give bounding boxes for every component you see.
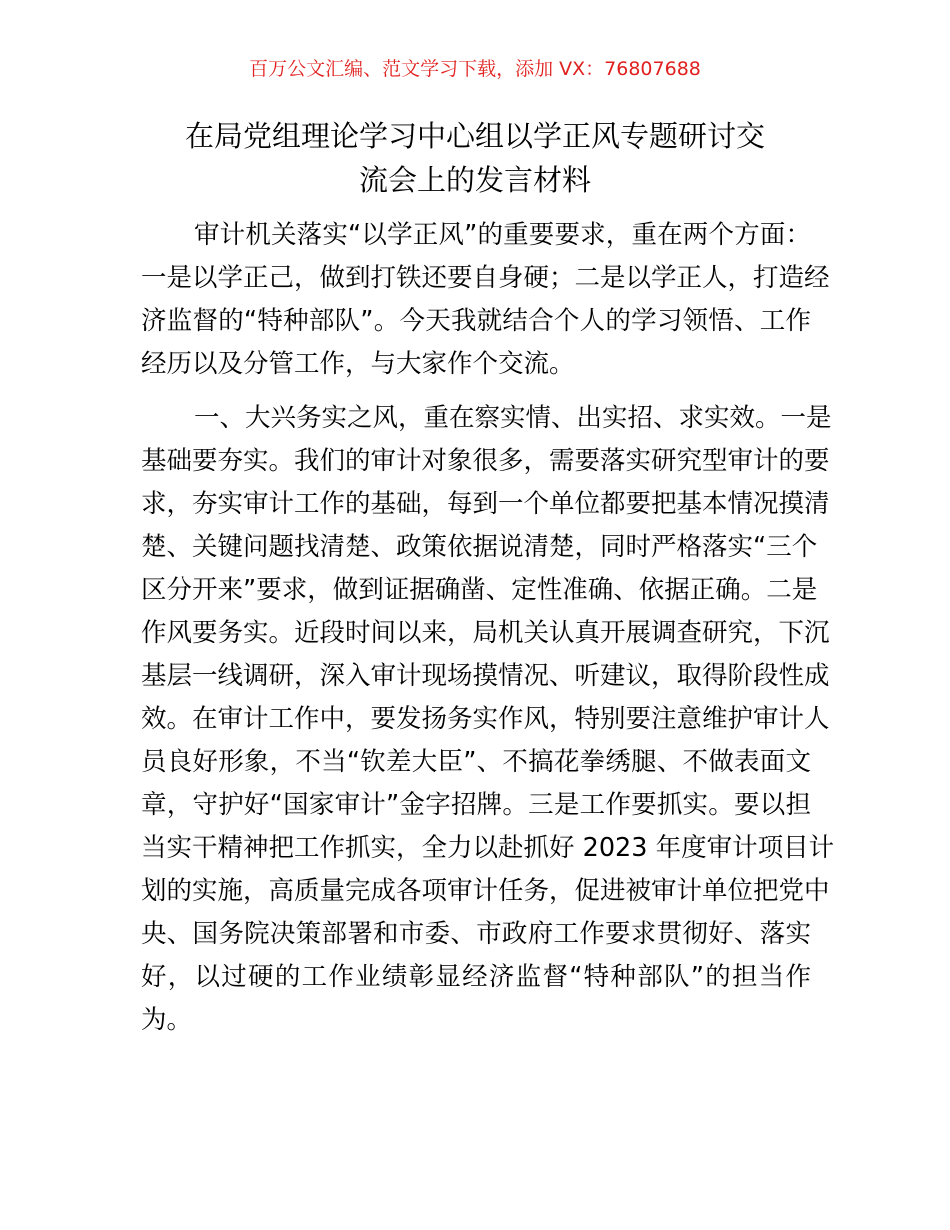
text-line: 一是以学正己，做到打铁还要自身硬；二是以学正人，打造经 [141,263,830,293]
text-line: 审计机关落实“以学正风”的重要要求，重在两个方面： [194,220,811,250]
text-line: 当实干精神把工作抓实，全力以赴抓好 2023 年度审计项目计 [141,833,835,863]
text-line: 一、大兴务实之风，重在察实情、出实招、求实效。一是 [194,403,832,433]
document-title [140,114,810,202]
text-line: 为。 [141,1005,193,1035]
text-line: 章，守护好“国家审计”金字招牌。三是工作要抓实。要以担 [141,790,811,820]
watermark-header: 百万公文汇编、范文学习下载，添加 VX：76807688 [249,58,701,80]
text-line: 基层一线调研，深入审计现场摸情况、听建议，取得阶段性成 [141,661,830,691]
text-line: 基础要夯实。我们的审计对象很多，需要落实研究型审计的要 [141,446,830,476]
paragraph-intro [141,214,830,386]
text-line: 央、国务院决策部署和市委、市政府工作要求贯彻好、落实 [141,919,811,949]
text-line: 济监督的“特种部队”。今天我就结合个人的学习领悟、工作 [141,306,811,336]
text-line: 作风要务实。近段时间以来，局机关认真开展调查研究，下沉 [141,618,830,648]
text-line: 求，夯实审计工作的基础，每到一个单位都要把基本情况摸清 [141,489,830,519]
text-line: 员良好形象，不当“钦差大臣”、不搞花拳绣腿、不做表面文 [141,747,811,777]
text-line: 好，以过硬的工作业绩彰显经济监督“特种部队”的担当作 [141,962,811,992]
text-line: 效。在审计工作中，要发扬务实作风，特别要注意维护审计人 [141,704,830,734]
paragraph-section-1 [141,397,835,1042]
title-line: 流会上的发言材料 [358,163,591,197]
document-body [141,214,835,1053]
text-line: 楚、关键问题找清楚、政策依据说清楚，同时严格落实“三个 [141,532,818,562]
text-line: 划的实施，高质量完成各项审计任务，促进被审计单位把党中 [141,876,830,906]
text-line: 区分开来”要求，做到证据确凿、定性准确、依据正确。二是 [141,575,818,605]
text-line: 经历以及分管工作，与大家作个交流。 [141,349,575,379]
title-line: 在局党组理论学习中心组以学正风专题研讨交 [184,119,765,153]
